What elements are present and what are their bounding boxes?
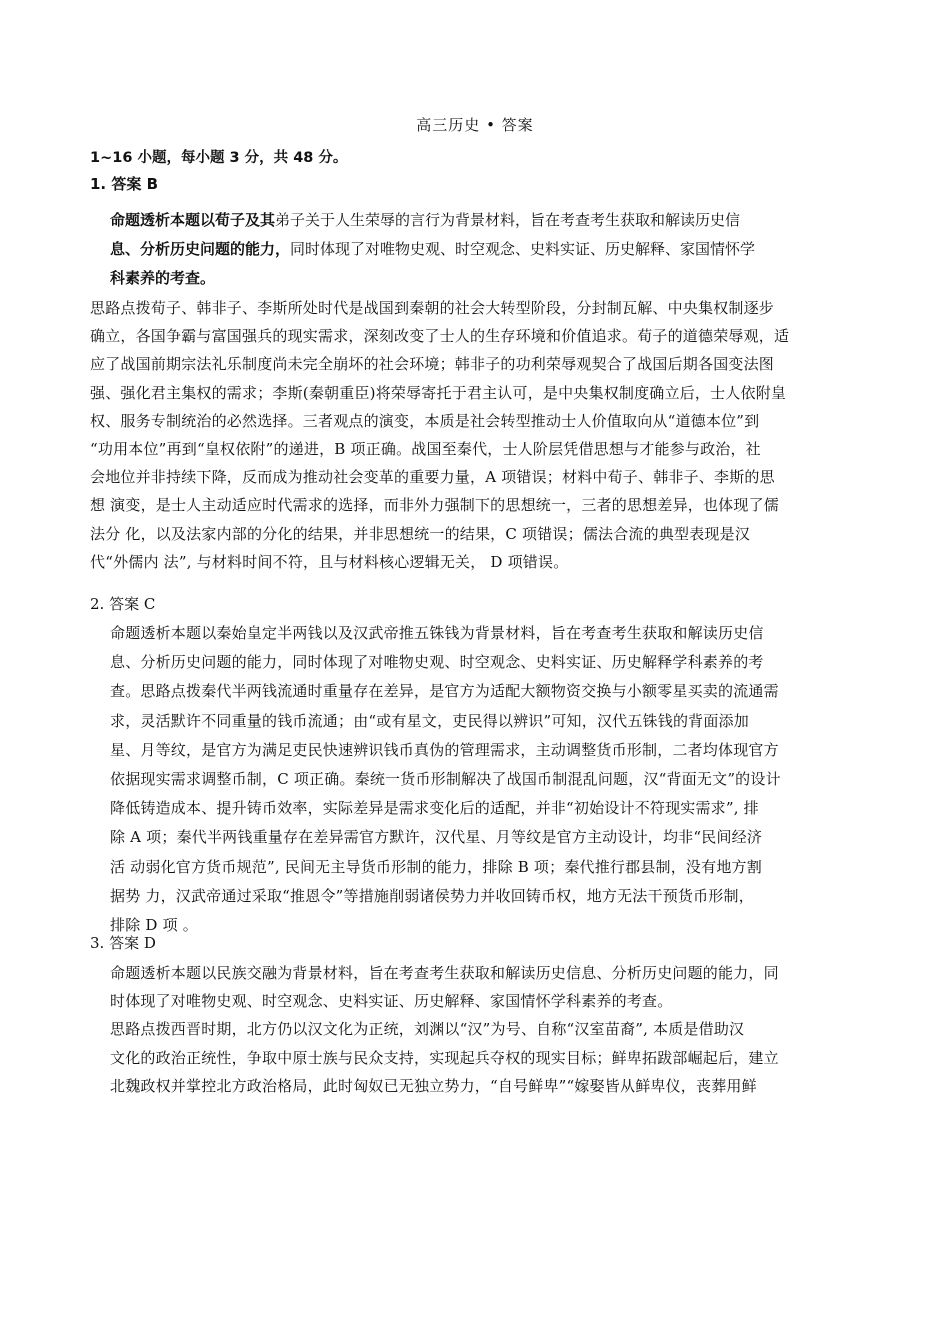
q2-line: 排除 D 项 。 — [110, 916, 198, 934]
q2-line: 活 动弱化官方货币规范”, 民间无主导货币形制的能力，排除 B 项；秦代推行郡县制，没有地方割 — [110, 857, 762, 876]
q3-line: 思路点拨西晋时期，北方仍以汉文化为正统，刘渊以“汉”为号、自称“汉室苗裔”, 本质是借助汉 — [110, 1020, 745, 1039]
q1-intro-bold-1: 命题透析本题以荀子及其 — [110, 211, 276, 229]
q2-line: 据势 力，汉武帝通过采取“推恩令”等措施削弱诸侯势力并收回铸币权，地方无法干预货币形制， — [110, 886, 754, 905]
q1-line: 想 演变，是士人主动适应时代需求的选择，而非外力强制下的思想统一，三者的思想差异，也体现了儒 — [90, 496, 779, 515]
q2-line: 求，灵活默许不同重量的钱币流通；由“或有星文，吏民得以辨识”可知，汉代五铢钱的背面添加 — [110, 711, 749, 730]
q2-line: 息、分析历史问题的能力，同时体现了对唯物史观、时空观念、史料实证、历史解释学科素养的考 — [110, 653, 764, 672]
q2-heading: 2. 答案 C — [90, 595, 156, 613]
q1-line: “功用本位”再到“皇权依附”的递进，B 项正确。战国至秦代，士人阶层凭借思想与才能参与政治，社 — [90, 440, 761, 458]
q2-line: 命题透析本题以秦始皇定半两钱以及汉武帝推五铢钱为背景材料，旨在考查考生获取和解读历史信 — [110, 624, 764, 642]
q1-line: 强、强化君主集权的需求；李斯(秦朝重臣)将荣辱寄托于君主认可，是中央集权制度确立后，士人依附皇 — [90, 383, 787, 402]
q3-line: 北魏政权并掌控北方政治格局，此时匈奴已无独立势力，“自号鲜卑”“嫁娶皆从鲜卑仪，丧葬用鲜 — [110, 1076, 757, 1095]
q3-line: 命题透析本题以民族交融为背景材料，旨在考查考生获取和解读历史信息、分析历史问题的能力，同 — [110, 964, 779, 982]
q2-line: 星、月等纹，是官方为满足吏民快速辨识钱币真伪的管理需求，主动调整货币形制，二者均体现官方 — [110, 740, 779, 759]
q1-intro-line-2 — [110, 238, 755, 259]
q2-line: 除 A 项；秦代半两钱重量存在差异需官方默许，汉代星、月等纹是官方主动设计，均非“民间经济 — [110, 828, 763, 847]
q1-intro-line-1 — [110, 209, 740, 230]
q1-line: 法分 化，以及法家内部的分化的结果，并非思想统一的结果，C 项错误；儒法合流的典型表现是汉 — [90, 524, 751, 543]
q1-intro-normal-2: 同时体现了对唯物史观、时空观念、史料实证、历史解释、家国情怀学 — [290, 240, 756, 258]
q1-heading: 1. 答案 B — [90, 175, 159, 193]
q2-line: 降低铸造成本、提升铸币效率，实际差异是需求变化后的适配，并非“初始设计不符现实需求”, 排 — [110, 799, 759, 818]
q3-line: 文化的政治正统性，争取中原士族与民众支持，实现起兵夺权的现实目标；鲜卑拓跋部崛起后，建立 — [110, 1048, 779, 1067]
q2-line: 查。思路点拨秦代半两钱流通时重量存在差异，是官方为适配大额物资交换与小额零星买卖的流通需 — [110, 682, 779, 701]
q1-intro-normal-1: 弟子关于人生荣辱的言行为背景材料，旨在考查考生获取和解读历史信 — [275, 211, 741, 229]
q3-heading: 3. 答案 D — [90, 934, 156, 952]
q1-line: 权、服务专制统治的必然选择。三者观点的演变，本质是社会转型推动士人价值取向从“道德本位”到 — [90, 411, 760, 430]
q1-line: 代“外儒内 法”, 与材料时间不符，且与材料核心逻辑无关， D 项错误。 — [90, 552, 569, 571]
section-instruction: 1~16 小题，每小题 3 分，共 48 分。 — [90, 150, 348, 166]
q1-intro-bold-2: 息、分析历史问题的能力， — [110, 240, 291, 258]
q3-line: 时体现了对唯物史观、时空观念、史料实证、历史解释、家国情怀学科素养的考查。 — [110, 992, 673, 1011]
q1-line: 应了战国前期宗法礼乐制度尚未完全崩坏的社会环境；韩非子的功利荣辱观契合了战国后期各国变法图 — [90, 355, 775, 374]
page-title: 高三历史 • 答案 — [416, 116, 534, 134]
q1-intro-bold-3: 科素养的考查。 — [110, 269, 216, 287]
q1-line: 会地位并非持续下降，反而成为推动社会变革的重要力量，A 项错误；材料中荀子、韩非子、李斯的思 — [90, 468, 775, 487]
q1-line: 确立，各国争霸与富国强兵的现实需求，深刻改变了士人的生存环境和价值追求。荀子的道德荣辱观，适 — [90, 327, 790, 346]
q2-line: 依据现实需求调整币制，C 项正确。秦统一货币形制解决了战国币制混乱问题，汉“背面无文”的设计 — [110, 770, 781, 788]
q1-line: 思路点拨荀子、韩非子、李斯所处时代是战国到秦朝的社会大转型阶段，分封制瓦解、中央集权制逐步 — [90, 299, 775, 317]
